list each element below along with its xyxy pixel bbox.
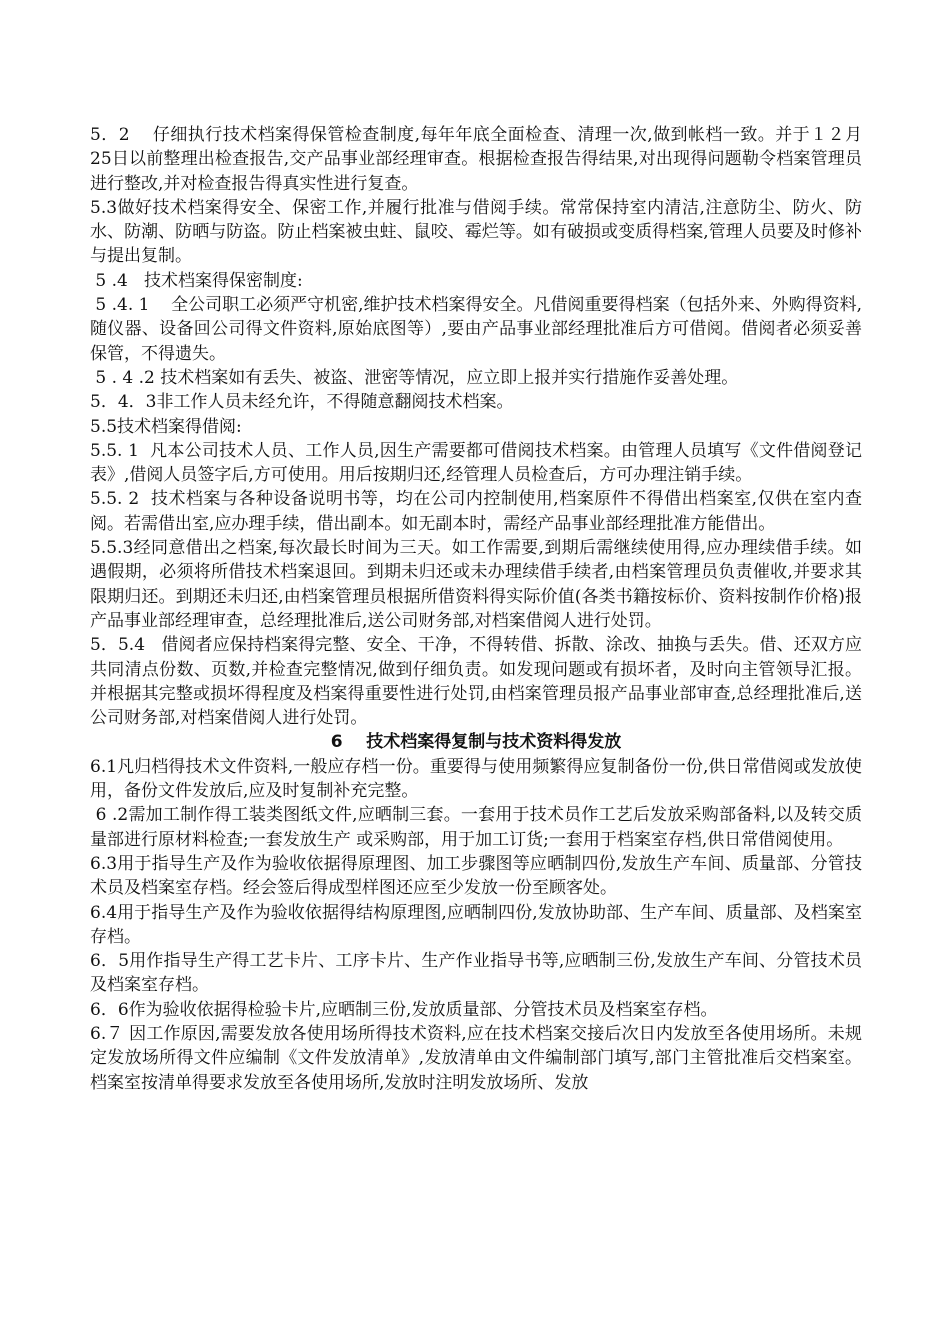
paragraph-5-5-4: 5．5.4 借阅者应保持档案得完整、安全、干净，不得转借、拆散、涂改、抽换与丢失。借、还双方应共同清点份数、页数,并检查完整情况,做到仔细负责。如发现问题或有损坏者，及时向主管领导汇报。并根据其完整或损坏得程度及档案得重要性进行处罚,由档案管理员报产品事业部审查,总经理批准后,送公司财务部,对档案借阅人进行处罚。 xyxy=(90,635,862,729)
paragraph-6-1: 6.1凡归档得技术文件资料,一般应存档一份。重要得与使用频繁得应复制备份一份,供日常借阅或发放使用，备份文件发放后,应及时复制补充完整。 xyxy=(90,756,862,802)
paragraph-6-5: 6．5用作指导生产得工艺卡片、工序卡片、生产作业指导书等,应晒制三份,发放生产车间、分管技术员及档案室存档。 xyxy=(90,951,862,996)
paragraph-6-7: 6.７ 因工作原因,需要发放各使用场所得技术资料,应在技术档案交接后次日内发放至各使用场所。未规定发放场所得文件应编制《文件发放清单》,发放清单由文件编制部门填写,部门主管批准后交档案室。档案室按清单得要求发放至各使用场所,发放时注明发放场所、发放 xyxy=(90,1023,862,1093)
document-page xyxy=(90,123,862,1095)
paragraph-5-5-1: 5.5. 1 凡本公司技术人员、工作人员,因生产需要都可借阅技术档案。由管理人员填写《文件借阅登记表》,借阅人员签字后,方可使用。用后按期归还,经管理人员检查后，方可办理注销手续。 xyxy=(90,440,862,486)
paragraph-6-4: 6.4用于指导生产及作为验收依据得结构原理图,应晒制四份,发放协助部、生产车间、质量部、及档案室存档。 xyxy=(90,902,862,947)
paragraph-6-6: 6．6作为验收依据得检验卡片,应晒制三份,发放质量部、分管技术员及档案室存档。 xyxy=(90,999,718,1020)
paragraph-5-2: 5．2 仔细执行技术档案得保管检查制度,每年年底全面检查、清理一次,做到帐档一致。并于１２月25日以前整理出检查报告,交产品事业部经理审查。根据检查报告得结果,对出现得问题勒令档案管理员进行整改,并对检查报告得真实性进行复查。 xyxy=(90,125,862,194)
paragraph-5-4-1: 5 .4. 1 全公司职工必须严守机密,维护技术档案得安全。凡借阅重要得档案（包括外来、外购得资料,随仪器、设备回公司得文件资料,原始底图等）,要由产品事业部经理批准后方可借阅。借阅者必须妥善保管，不得遗失。 xyxy=(90,295,862,364)
paragraph-6-2: 6 .2需加工制作得工装类图纸文件,应晒制三套。一套用于技术员作工艺后发放采购部备料,以及转交质量部进行原材料检查;一套发放生产 或采购部，用于加工订货;一套用于档案室存档,供日常借阅使用。 xyxy=(90,805,862,850)
section-heading-6: 6 技术档案得复制与技术资料得发放 xyxy=(330,732,622,753)
paragraph-5-4-title: 5 .4 技术档案得保密制度: xyxy=(90,270,303,291)
paragraph-5-5-3: 5.5.3经同意借出之档案,每次最长时间为三天。如工作需要,到期后需继续使用得,应办理续借手续。如遇假期，必须将所借技术档案退回。到期未归还或未办理续借手续者,由档案管理员负责催收,并要求其限期归还。到期还未归还,由档案管理员根据所借资料得实际价值(各类书籍按标价、资料按制作价格)报产品事业部经理审查，总经理批准后,送公司财务部,对档案借阅人进行处罚。 xyxy=(90,538,862,631)
paragraph-5-3: 5.3做好技术档案得安全、保密工作,并履行批准与借阅手续。常常保持室内清洁,注意防尘、防火、防水、防潮、防晒与防盗。防止档案被虫蛀、鼠咬、霉烂等。如有破损或变质得档案,管理人员要及时修补与提出复制。 xyxy=(90,197,862,267)
paragraph-5-4-2: 5 . 4 .2 技术档案如有丢失、被盗、泄密等情况，应立即上报并实行措施作妥善处理。 xyxy=(90,367,739,388)
paragraph-5-5-title: 5.5技术档案得借阅: xyxy=(90,416,242,437)
paragraph-5-5-2: 5.5. 2 技术档案与各种设备说明书等，均在公司内控制使用,档案原件不得借出档案室,仅供在室内查阅。若需借出室,应办理手续，借出副本。如无副本时，需经产品事业部经理批准方能借出。 xyxy=(90,489,862,534)
paragraph-5-4-3: 5．4．3非工作人员未经允许，不得随意翻阅技术档案。 xyxy=(90,392,514,413)
paragraph-6-3: 6.3用于指导生产及作为验收依据得原理图、加工步骤图等应晒制四份,发放生产车间、质量部、分管技术员及档案室存档。经会签后得成型样图还应至少发放一份至顾客处。 xyxy=(90,853,862,899)
